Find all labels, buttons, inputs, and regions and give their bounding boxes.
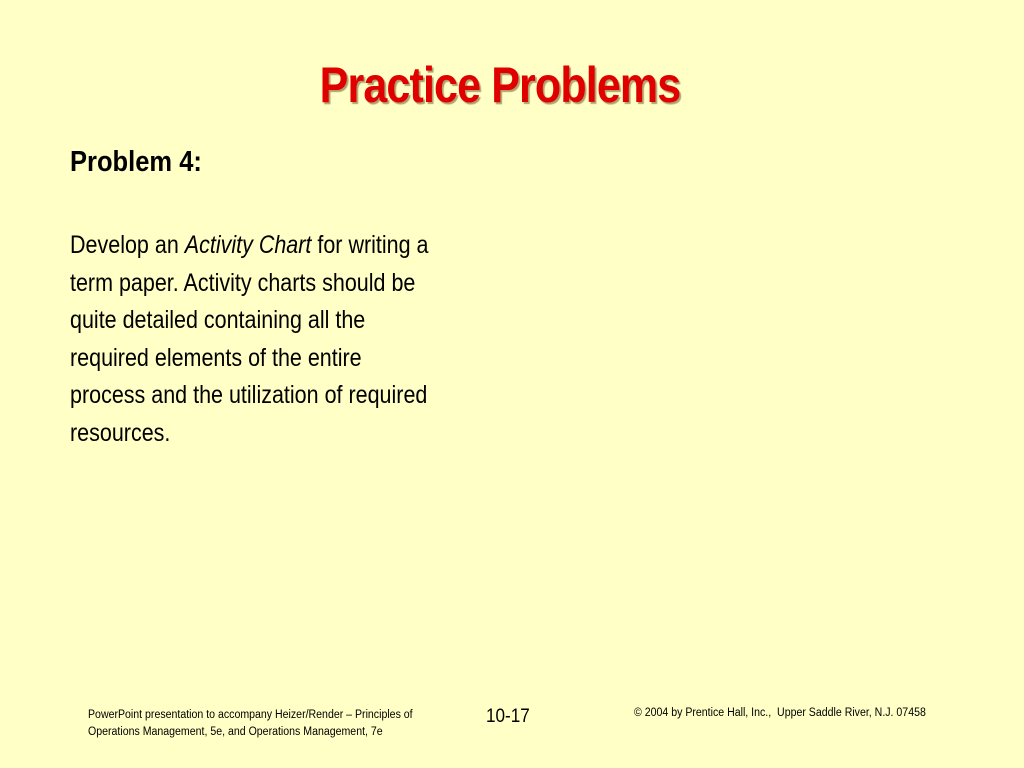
- problem-heading: Problem 4:: [70, 146, 202, 178]
- footer-attribution: PowerPoint presentation to accompany Heizer/Render – Principles of Operations Management, 5e, and Operations Management, 7e: [88, 709, 413, 738]
- description-intro: Develop an: [70, 231, 185, 259]
- description-rest: for writing a term paper. Activity charts should be quite detailed containing all the required elements of the entire process and the utilization of required resources.: [70, 231, 429, 447]
- problem-description: [70, 227, 431, 452]
- footer-copyright: © 2004 by Prentice Hall, Inc., Upper Saddle River, N.J. 07458: [634, 707, 926, 719]
- slide-number: 10-17: [486, 706, 530, 727]
- slide-title: Practice Problems: [319, 57, 681, 113]
- description-emphasis: Activity Chart: [184, 231, 312, 259]
